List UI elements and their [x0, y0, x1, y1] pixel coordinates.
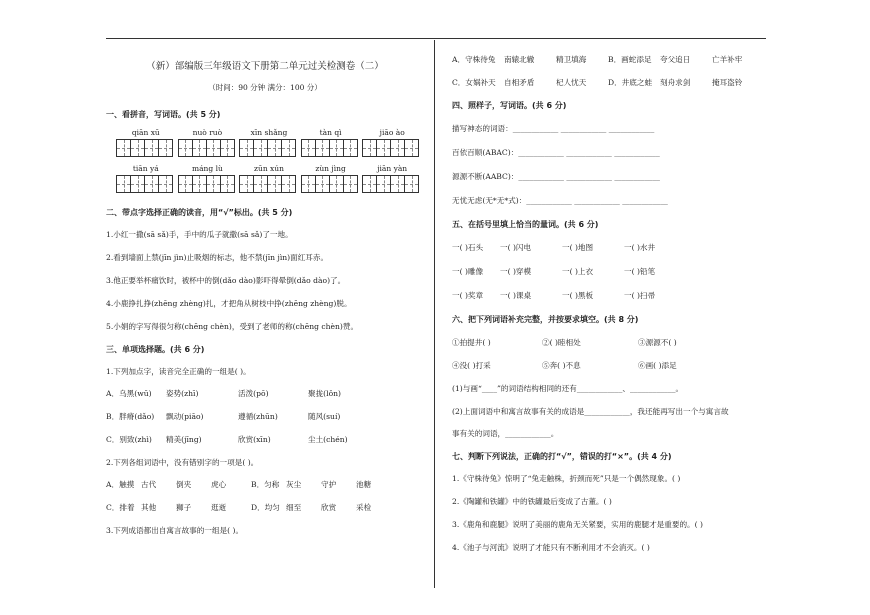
- option-text: C．别致(zhì): [106, 435, 152, 444]
- pinyin-item: [362, 128, 422, 157]
- pinyin-item: [301, 128, 361, 157]
- option-text: D．井底之蛙: [608, 78, 653, 87]
- pinyin-label: tàn qì: [319, 128, 342, 137]
- option-text: C．排着: [106, 503, 135, 512]
- blank-item[interactable]: 一( )石头: [452, 243, 484, 252]
- s4-row[interactable]: 源源不断(AABC)：____________ ____________ ____________: [452, 172, 660, 181]
- s5-row: [452, 266, 770, 277]
- write-boxes[interactable]: [178, 139, 238, 157]
- write-boxes[interactable]: [362, 139, 422, 157]
- option-text: A．乌黑(wū): [106, 389, 152, 398]
- option-text: B．画蛇添足: [608, 55, 652, 64]
- blank-item[interactable]: 一( )水井: [624, 243, 656, 252]
- option-text: 倒夹: [176, 480, 192, 489]
- option-text: 逛逝: [211, 503, 227, 512]
- blank-item[interactable]: ①拍提井( ): [452, 338, 491, 347]
- option-text: 其他: [141, 503, 157, 512]
- write-boxes[interactable]: [301, 139, 361, 157]
- s4-row[interactable]: 描写神态的词语：____________ ____________ ____________: [452, 124, 655, 133]
- write-boxes[interactable]: [116, 139, 176, 157]
- option-text: C．女娲补天: [452, 78, 496, 87]
- s3-q1-row: [106, 388, 424, 399]
- s4-row[interactable]: 百依百顺(ABAC)：____________ ____________ ____________: [452, 148, 660, 157]
- pinyin-item: [301, 164, 361, 193]
- option-text: 随风(suí): [308, 412, 341, 421]
- s3-question-3[interactable]: 3.下列成语都出自寓言故事的一组是( )。: [106, 526, 244, 535]
- write-boxes[interactable]: [362, 175, 422, 193]
- pinyin-row-2: [116, 164, 424, 193]
- option-text: 姿势(zhī): [166, 389, 199, 398]
- option-text: 池糖: [356, 480, 372, 489]
- pinyin-item: [362, 164, 422, 193]
- option-text: A．触摸: [106, 480, 135, 489]
- section-4-title: 四、照样子，写词语。(共 6 分): [452, 101, 567, 110]
- write-boxes[interactable]: [116, 175, 176, 193]
- s7-question[interactable]: 1.《守株待兔》惊明了“兔走触株，折颈而死”只是一个偶然现象。( ): [452, 474, 681, 483]
- option-text: 守护: [321, 480, 337, 489]
- pinyin-item: [239, 128, 299, 157]
- s5-row: [452, 242, 770, 253]
- pinyin-row-1: [116, 128, 424, 157]
- pinyin-label: nuò ruò: [192, 128, 223, 137]
- pinyin-label: xīn shǎng: [250, 128, 288, 137]
- s7-question[interactable]: 2.《陶罐和铁罐》中的铁罐最后变成了古董。( ): [452, 497, 612, 506]
- option-text: 细至: [286, 503, 302, 512]
- s3-question-2[interactable]: 2.下列各组词语中，没有错别字的一项是( )。: [106, 458, 259, 467]
- pinyin-item: [178, 128, 238, 157]
- option-text: 采检: [356, 503, 372, 512]
- s6-question-1[interactable]: (1)与画“____”的词语结构相同的还有____________、____________。: [452, 384, 684, 393]
- option-text: 精美(jīng): [166, 435, 202, 444]
- right-column: [452, 44, 770, 553]
- s2-question[interactable]: 2.看到墙面上禁(jīn jìn)止吸烟的标志，他不禁(jīn jìn)面红耳赤。: [106, 253, 329, 262]
- blank-item[interactable]: ③源源不( ): [638, 338, 677, 347]
- write-boxes[interactable]: [239, 139, 299, 157]
- option-text: 南辕北辙: [504, 55, 535, 64]
- section-1-title: 一、看拼音，写词语。(共 5 分): [106, 110, 221, 119]
- blank-item[interactable]: 一( )地图: [562, 243, 594, 252]
- s3-q1-row: [106, 434, 424, 445]
- option-text: B．胖瘠(dǎo): [106, 412, 155, 421]
- option-text: D．均匀: [251, 503, 280, 512]
- option-text: 夸父追日: [660, 55, 691, 64]
- page-subtitle: （时间：90 分钟 满分：100 分）: [208, 83, 322, 92]
- pinyin-label: jiān yàn: [377, 164, 408, 173]
- column-divider: [434, 40, 435, 588]
- s2-question[interactable]: 4.小鹿挣扎挣(zhēng zhèng)扎，才把角从树枝中挣(zhēng zhèng)脱。: [106, 299, 352, 308]
- blank-item[interactable]: 一( )课桌: [500, 291, 532, 300]
- option-text: 狮子: [176, 503, 192, 512]
- pinyin-item: [239, 164, 299, 193]
- option-text: 欣赏(xīn): [238, 435, 271, 444]
- s3-q2-row: [106, 502, 424, 513]
- blank-item[interactable]: 一( )穿模: [500, 267, 532, 276]
- blank-item[interactable]: 一( )雕像: [452, 267, 484, 276]
- blank-item[interactable]: 一( )扫帚: [624, 291, 656, 300]
- s2-question[interactable]: 3.他正要举杯痛饮时，被杯中的倒(dǎo dào)影吓得晕倒(dǎo dào)了。: [106, 276, 346, 285]
- s4-row[interactable]: 无忧无虑(无*无*式)：____________ ____________ ____________: [452, 196, 668, 205]
- blank-item[interactable]: ⑤奔( )不息: [542, 361, 581, 370]
- option-text: 杞人忧天: [556, 78, 587, 87]
- s7-question[interactable]: 4.《池子与河流》说明了才能只有不断利用才不会消灭。( ): [452, 543, 650, 552]
- option-text: 活泼(pō): [238, 389, 269, 398]
- blank-item[interactable]: 一( )闪电: [500, 243, 532, 252]
- section-3-title: 三、单项选择题。(共 6 分): [106, 345, 205, 354]
- option-text: 尘土(chén): [308, 435, 348, 444]
- blank-item[interactable]: ②( )睦相处: [542, 338, 581, 347]
- option-text: A．守株待兔: [452, 55, 496, 64]
- s3-question-1[interactable]: 1.下列加点字，读音完全正确的一组是( )。: [106, 367, 251, 376]
- section-2-title: 二、带点字选择正确的读音，用“√”标出。(共 5 分): [106, 208, 293, 217]
- blank-item[interactable]: ⑥画( )添足: [638, 361, 677, 370]
- pinyin-label: máng lù: [191, 164, 223, 173]
- s5-row: [452, 290, 770, 301]
- option-text: 亡羊补牢: [712, 55, 743, 64]
- pinyin-item: [178, 164, 238, 193]
- section-5-title: 五、在括号里填上恰当的量词。(共 6 分): [452, 220, 599, 229]
- section-6-title: 六、把下列词语补充完整，并按要求填空。(共 8 分): [452, 315, 639, 324]
- left-column: [106, 44, 424, 536]
- option-text: 掩耳盗铃: [712, 78, 743, 87]
- page-title: （新）部编版三年级语文下册第二单元过关检测卷（二）: [146, 61, 384, 72]
- s2-question[interactable]: 5.小娟的字写得很匀称(chēng chèn)，受到了老师的称(chēng chèn)赞。: [106, 322, 359, 331]
- pinyin-item: [116, 128, 176, 157]
- blank-item[interactable]: 一( )铅笔: [624, 267, 656, 276]
- top-rule: [106, 38, 766, 39]
- s6-row: [452, 337, 770, 348]
- pinyin-label: zùn jìng: [315, 164, 346, 173]
- s6-row: [452, 360, 770, 371]
- option-text: 飘动(piāo): [166, 412, 204, 421]
- s3-q3-row: [452, 54, 770, 65]
- s6-question-2[interactable]: (2)上面词语中和寓言故事有关的成语是____________，我还能再写出一个与寓言故: [452, 407, 729, 416]
- pinyin-label: jiāo ào: [379, 128, 405, 137]
- pinyin-label: tiān yá: [132, 164, 159, 173]
- blank-item[interactable]: 一( )黑板: [562, 291, 594, 300]
- s7-question[interactable]: 3.《鹿角和鹿腿》说明了美丽的鹿角无关紧要，实用的鹿腿才是重要的。( ): [452, 520, 703, 529]
- blank-item[interactable]: 一( )上衣: [562, 267, 594, 276]
- blank-item[interactable]: 一( )奖章: [452, 291, 484, 300]
- option-text: 聚拢(lǒn): [308, 389, 342, 398]
- s2-question[interactable]: 1.小红一撒(sā sǎ)手，手中的瓜子就撒(sā sǎ)了一地。: [106, 230, 293, 239]
- pinyin-label: zūn xún: [254, 164, 284, 173]
- write-boxes[interactable]: [301, 175, 361, 193]
- option-text: 精卫填海: [556, 55, 587, 64]
- option-text: 刻舟求剑: [660, 78, 691, 87]
- option-text: 古代: [141, 480, 157, 489]
- write-boxes[interactable]: [178, 175, 238, 193]
- option-text: 欣赏: [321, 503, 337, 512]
- option-text: 虎心: [211, 480, 227, 489]
- pinyin-item: [116, 164, 176, 193]
- s6-question-2-cont[interactable]: 事有关的词语，____________。: [452, 429, 559, 438]
- option-text: B．匀称: [251, 480, 280, 489]
- pinyin-label: qiān xū: [131, 128, 160, 137]
- option-text: 灰尘: [286, 480, 302, 489]
- section-7-title: 七、判断下列说法，正确的打“√”，错误的打“×”。(共 4 分): [452, 452, 672, 461]
- s3-q2-row: [106, 479, 424, 490]
- option-text: 遵循(zhūn): [238, 412, 278, 421]
- option-text: 自相矛盾: [504, 78, 535, 87]
- write-boxes[interactable]: [239, 175, 299, 193]
- blank-item[interactable]: ④没( )打采: [452, 361, 491, 370]
- s3-q1-row: [106, 411, 424, 422]
- s3-q3-row: [452, 77, 770, 88]
